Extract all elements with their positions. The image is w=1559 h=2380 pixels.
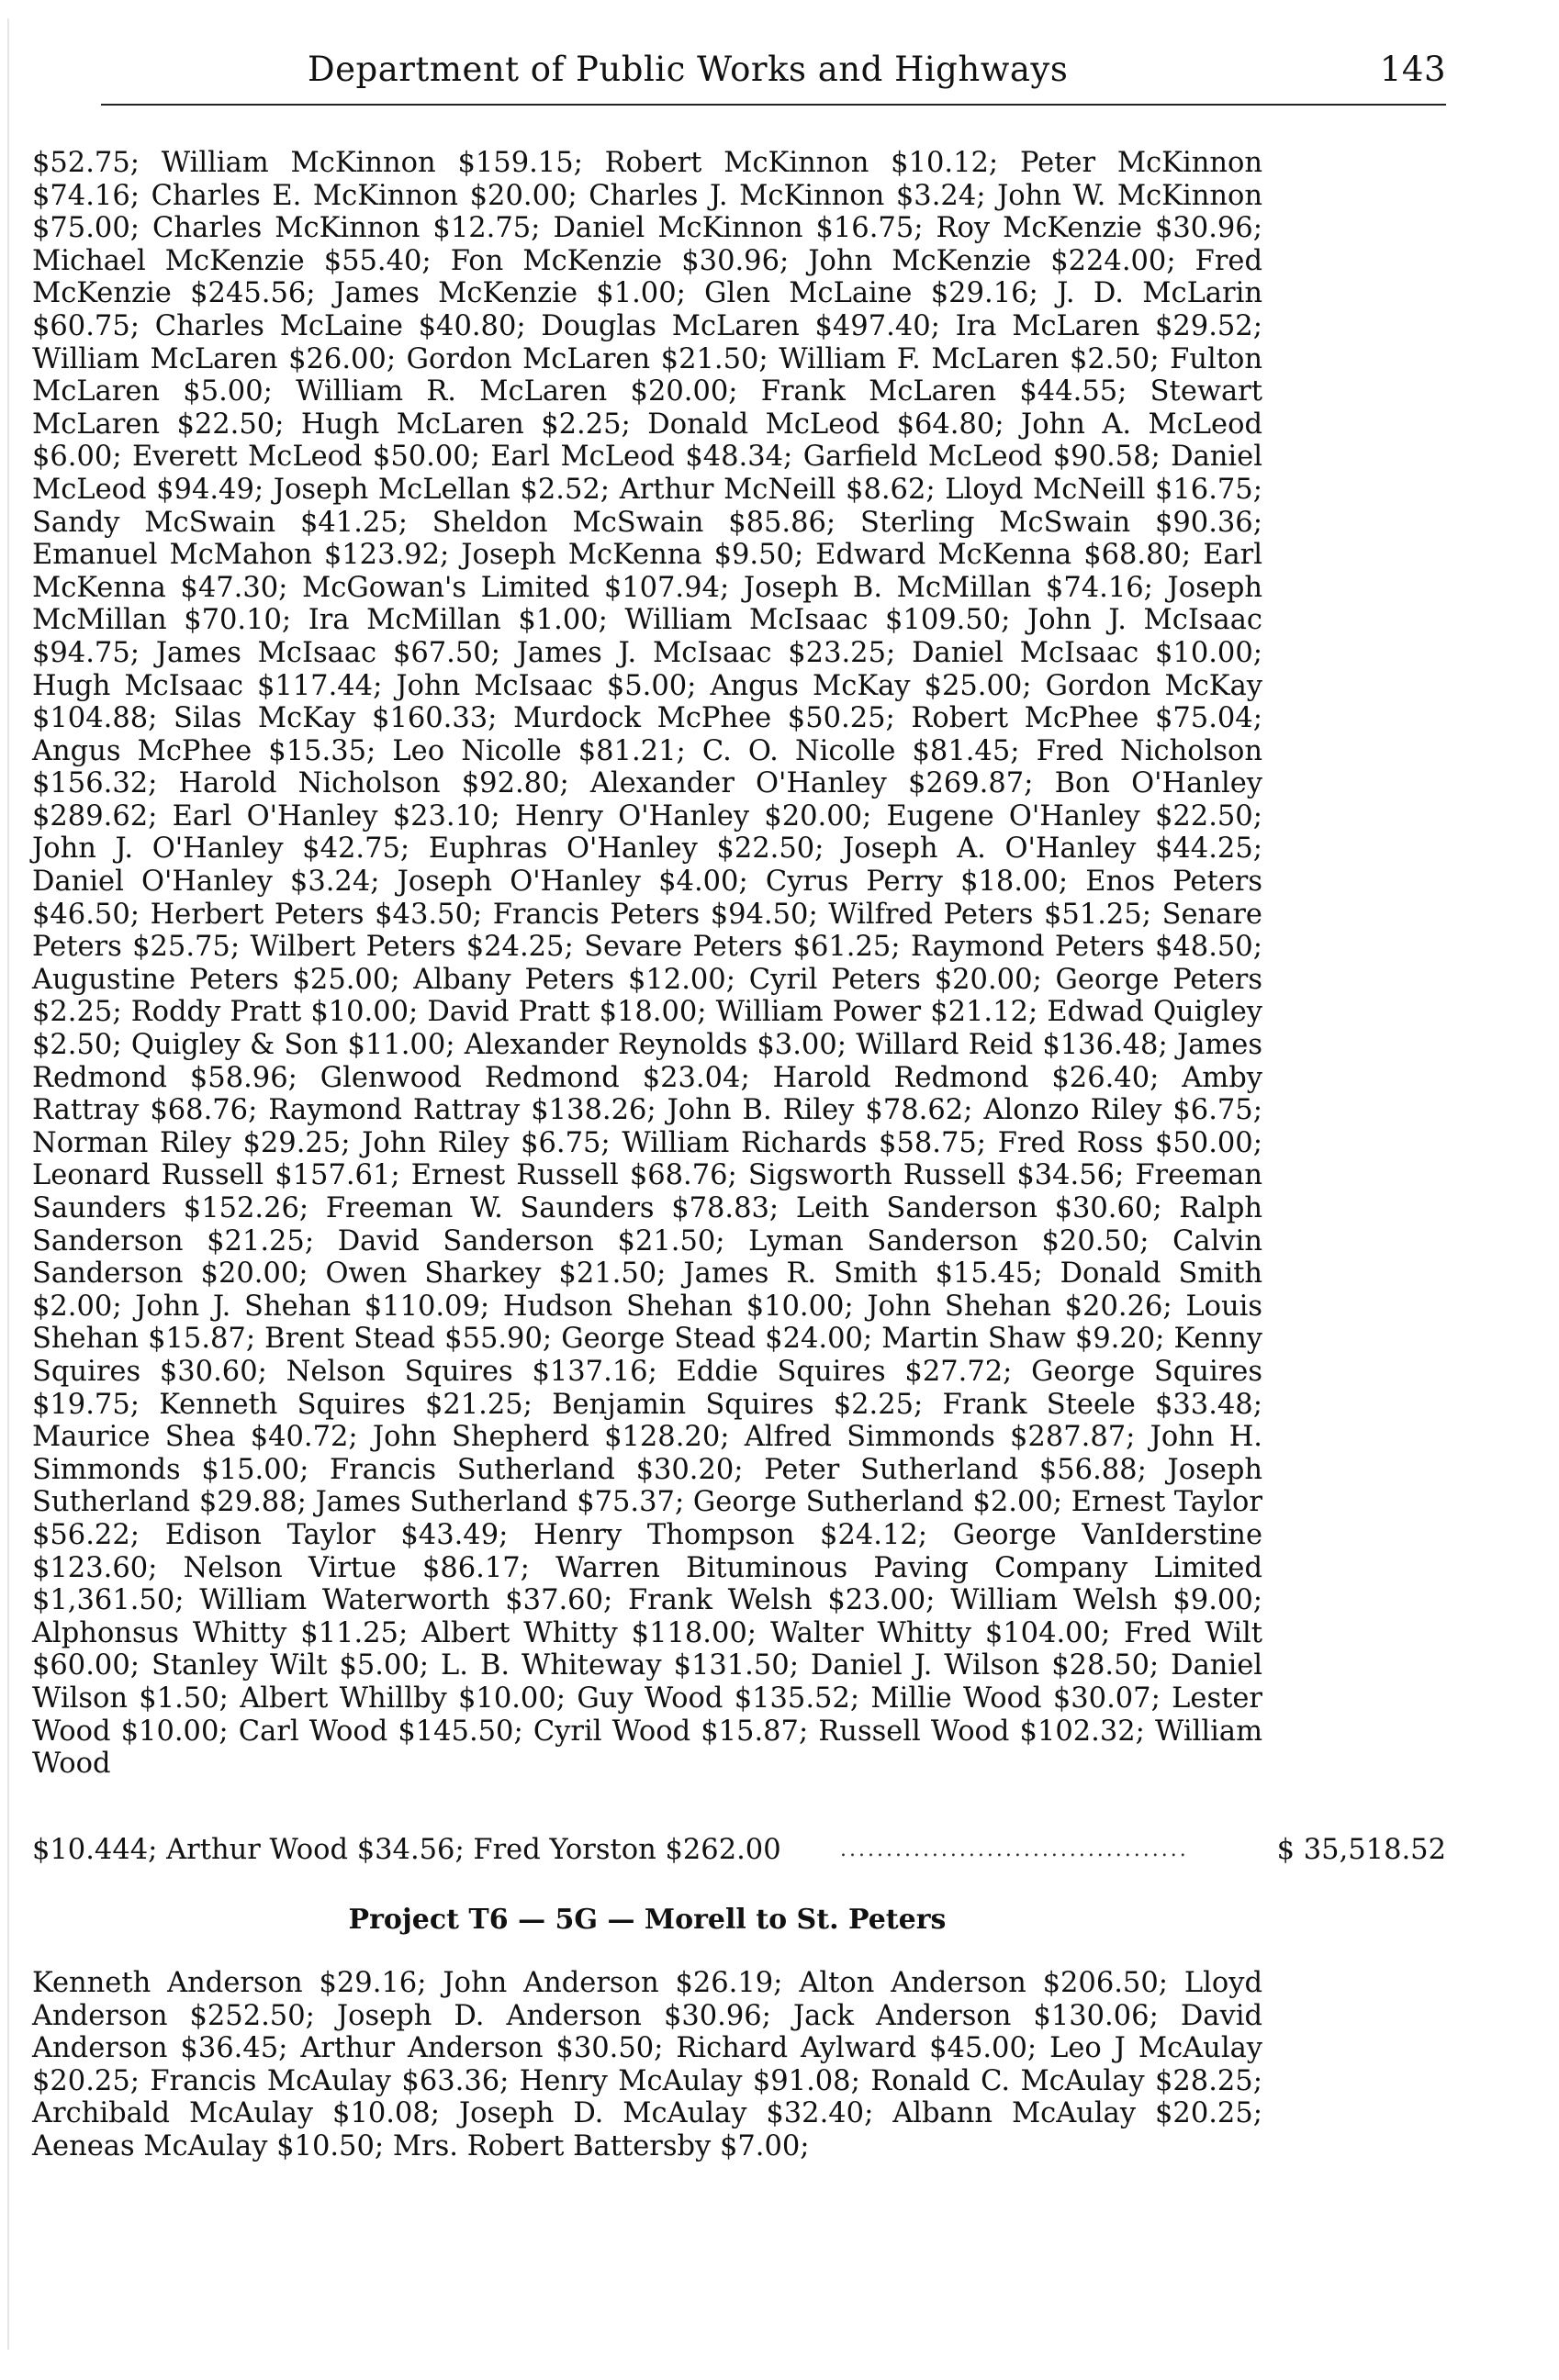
dot-leader: ...................................... bbox=[840, 1838, 1189, 1861]
total-amount: $ 35,518.52 bbox=[1276, 1834, 1446, 1866]
page-header bbox=[308, 50, 1446, 97]
section-total-row bbox=[32, 1834, 1446, 1869]
payments-list-paragraph: $52.75; William McKinnon $159.15; Robert McKinnon $10.12; Peter McKinnon $74.16; Charles E. McKinnon $20.00; Charles J. McKinnon $3.24; John W. McKinnon $75.00; Charles McKinnon $12.75; Daniel McKinnon $16.75; Roy McKenzie $30.96; Michael McKenzie $55.40; Fon McKenzie $30.96; John McKenzie $224.00; Fred McKenzie $245.56; James McKenzie $1.00; Glen McLaine $29.16; J. D. McLarin $60.75; Charles McLaine $40.80; Douglas McLaren $497.40; Ira McLaren $29.52; William McLaren $26.00; Gordon McLaren $21.50; William F. McLaren $2.50; Fulton McLaren $5.00; William R. McLaren $20.00; Frank McLaren $44.55; Stewart McLaren $22.50; Hugh McLaren $2.25; Donald McLeod $64.80; John A. McLeod $6.00; Everett McLeod $50.00; Earl McLeod $48.34; Garfield McLeod $90.58; Daniel McLeod $94.49; Joseph McLellan $2.52; Arthur McNeill $8.62; Lloyd McNeill $16.75; Sandy McSwain $41.25; Sheldon McSwain $85.86; Sterling McSwain $90.36; Emanuel McMahon $123.92; Joseph McKenna $9.50; Edward McKenna $68.80; Earl McKenna $47.30; McGowan's Limited $107.94; Joseph B. McMillan $74.16; Joseph McMillan $70.10; Ira McMillan $1.00; William McIsaac $109.50; John J. McIsaac $94.75; James McIsaac $67.50; James J. McIsaac $23.25; Daniel McIsaac $10.00; Hugh McIsaac $117.44; John McIsaac $5.00; Angus McKay $25.00; Gordon McKay $104.88; Silas McKay $160.33; Murdock McPhee $50.25; Robert McPhee $75.04; Angus McPhee $15.35; Leo Nicolle $81.21; C. O. Nicolle $81.45; Fred Nicholson $156.32; Harold Nicholson $92.80; Alexander O'Hanley $269.87; Bon O'Hanley $289.62; Earl O'Hanley $23.10; Henry O'Hanley $20.00; Eugene O'Hanley $22.50; John J. O'Hanley $42.75; Euphras O'Hanley $22.50; Joseph A. O'Hanley $44.25; Daniel O'Hanley $3.24; Joseph O'Hanley $4.00; Cyrus Perry $18.00; Enos Peters $46.50; Herbert Peters $43.50; Francis Peters $94.50; Wilfred Peters $51.25; Senare Peters $25.75; Wilbert Peters $24.25; Sevare Peters $61.25; Raymond Peters $48.50; Augustine Peters $25.00; Albany Peters $12.00; Cyril Peters $20.00; George Peters $2.25; Roddy Pratt $10.00; David Pratt $18.00; William Power $21.12; Edwad Quigley $2.50; Quigley & Son $11.00; Alexander Reynolds $3.00; Willard Reid $136.48; James Redmond $58.96; Glenwood Redmond $23.04; Harold Redmond $26.40; Amby Rattray $68.76; Raymond Rattray $138.26; John B. Riley $78.62; Alonzo Riley $6.75; Norman Riley $29.25; John Riley $6.75; William Richards $58.75; Fred Ross $50.00; Leonard Russell $157.61; Ernest Russell $68.76; Sigsworth Russell $34.56; Freeman Saunders $152.26; Freeman W. Saunders $78.83; Leith Sanderson $30.60; Ralph Sanderson $21.25; David Sanderson $21.50; Lyman Sanderson $20.50; Calvin Sanderson $20.00; Owen Sharkey $21.50; James R. Smith $15.45; Donald Smith $2.00; John J. Shehan $110.09; Hudson Shehan $10.00; John Shehan $20.26; Louis Shehan $15.87; Brent Stead $55.90; George Stead $24.00; Martin Shaw $9.20; Kenny Squires $30.60; Nelson Squires $137.16; Eddie Squires $27.72; George Squires $19.75; Kenneth Squires $21.25; Benjamin Squires $2.25; Frank Steele $33.48; Maurice Shea $40.72; John Shepherd $128.20; Alfred Simmonds $287.87; John H. Simmonds $15.00; Francis Sutherland $30.20; Peter Sutherland $56.88; Joseph Sutherland $29.88; James Sutherland $75.37; George Sutherland $2.00; Ernest Taylor $56.22; Edison Taylor $43.49; Henry Thompson $24.12; George VanIderstine $123.60; Nelson Virtue $86.17; Warren Bituminous Paving Company Limited $1,361.50; William Waterworth $37.60; Frank Welsh $23.00; William Welsh $9.00; Alphonsus Whitty $11.25; Albert Whitty $118.00; Walter Whitty $104.00; Fred Wilt $60.00; Stanley Wilt $5.00; L. B. Whiteway $131.50; Daniel J. Wilson $28.50; Daniel Wilson $1.50; Albert Whillby $10.00; Guy Wood $135.52; Millie Wood $30.07; Lester Wood $10.00; Carl Wood $145.50; Cyril Wood $15.87; Russell Wood $102.32; William Wood bbox=[32, 147, 1262, 1781]
page-edge-line bbox=[7, 18, 9, 2350]
paragraph-last-line: $10.444; Arthur Wood $34.56; Fred Yorston $262.00 bbox=[32, 1834, 792, 1867]
project-payments-paragraph: Kenneth Anderson $29.16; John Anderson $26.19; Alton Anderson $206.50; Lloyd Anderson $252.50; Joseph D. Anderson $30.96; Jack Anderson $130.06; David Anderson $36.45; Arthur Anderson $30.50; Richard Aylward $45.00; Leo J McAulay $20.25; Francis McAulay $63.36; Henry McAulay $91.08; Ronald C. McAulay $28.25; Archibald McAulay $10.08; Joseph D. McAulay $32.40; Albann McAulay $20.25; Aeneas McAulay $10.50; Mrs. Robert Battersby $7.00; bbox=[32, 1967, 1262, 2162]
running-title: Department of Public Works and Highways bbox=[308, 50, 1069, 89]
header-rule bbox=[101, 104, 1446, 106]
page-number: 143 bbox=[1379, 50, 1446, 89]
section-heading: Project T6 — 5G — Morell to St. Peters bbox=[348, 1904, 947, 1936]
